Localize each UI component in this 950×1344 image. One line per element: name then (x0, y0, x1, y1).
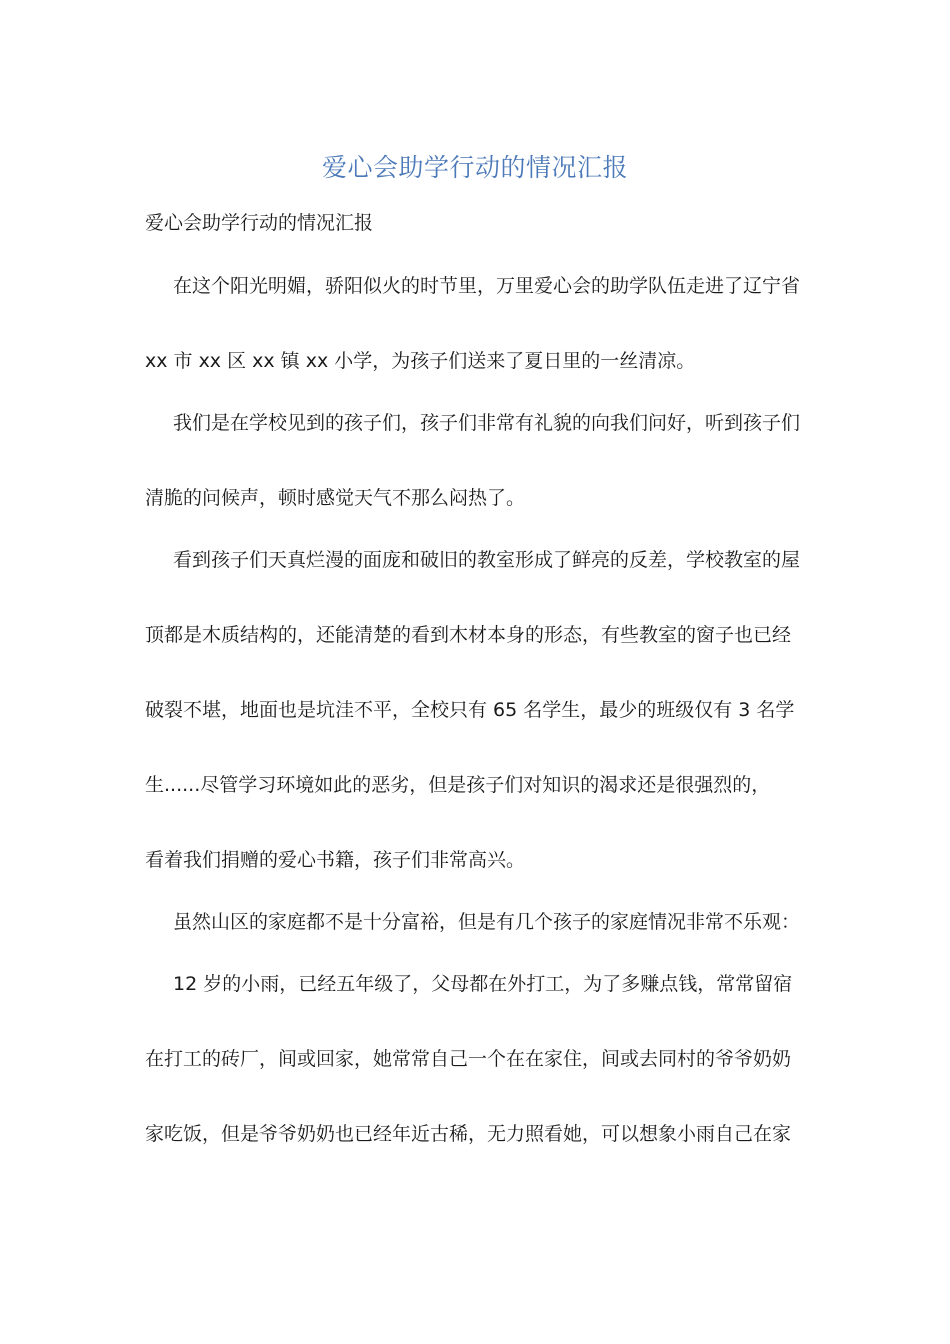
subtitle-line: 爱心会助学行动的情况汇报 (145, 212, 374, 234)
paragraph-line: 看着我们捐赠的爱心书籍，孩子们非常高兴。 (145, 849, 526, 871)
paragraph-line: 在打工的砖厂，间或回家，她常常自己一个在在家住，间或去同村的爷爷奶奶 (145, 1048, 792, 1070)
document-title: 爱心会助学行动的情况汇报 (321, 153, 628, 182)
paragraph-line: xx 市 xx 区 xx 镇 xx 小学，为孩子们送来了夏日里的一丝清凉。 (145, 350, 696, 372)
paragraph-line: 清脆的问候声，顿时感觉天气不那么闷热了。 (145, 487, 526, 509)
paragraph-line: 家吃饭，但是爷爷奶奶也已经年近古稀，无力照看她，可以想象小雨自己在家 (145, 1123, 792, 1145)
paragraph-line: 在这个阳光明媚，骄阳似火的时节里，万里爱心会的助学队伍走进了辽宁省 (173, 275, 801, 297)
paragraph-line: 顶都是木质结构的，还能清楚的看到木材本身的形态，有些教室的窗子也已经 (145, 624, 792, 646)
paragraph-line: 12 岁的小雨，已经五年级了，父母都在外打工，为了多赚点钱，常常留宿 (173, 973, 793, 995)
paragraph-line: 我们是在学校见到的孩子们，孩子们非常有礼貌的向我们问好，听到孩子们 (173, 412, 801, 434)
paragraph-line: 看到孩子们天真烂漫的面庞和破旧的教室形成了鲜亮的反差，学校教室的屋 (173, 549, 801, 571)
paragraph-line: 破裂不堪，地面也是坑洼不平，全校只有 65 名学生，最少的班级仅有 3 名学 (145, 699, 795, 721)
paragraph-line: 虽然山区的家庭都不是十分富裕，但是有几个孩子的家庭情况非常不乐观： (173, 911, 801, 933)
paragraph-line: 生......尽管学习环境如此的恶劣，但是孩子们对知识的渴求还是很强烈的， (145, 774, 771, 796)
